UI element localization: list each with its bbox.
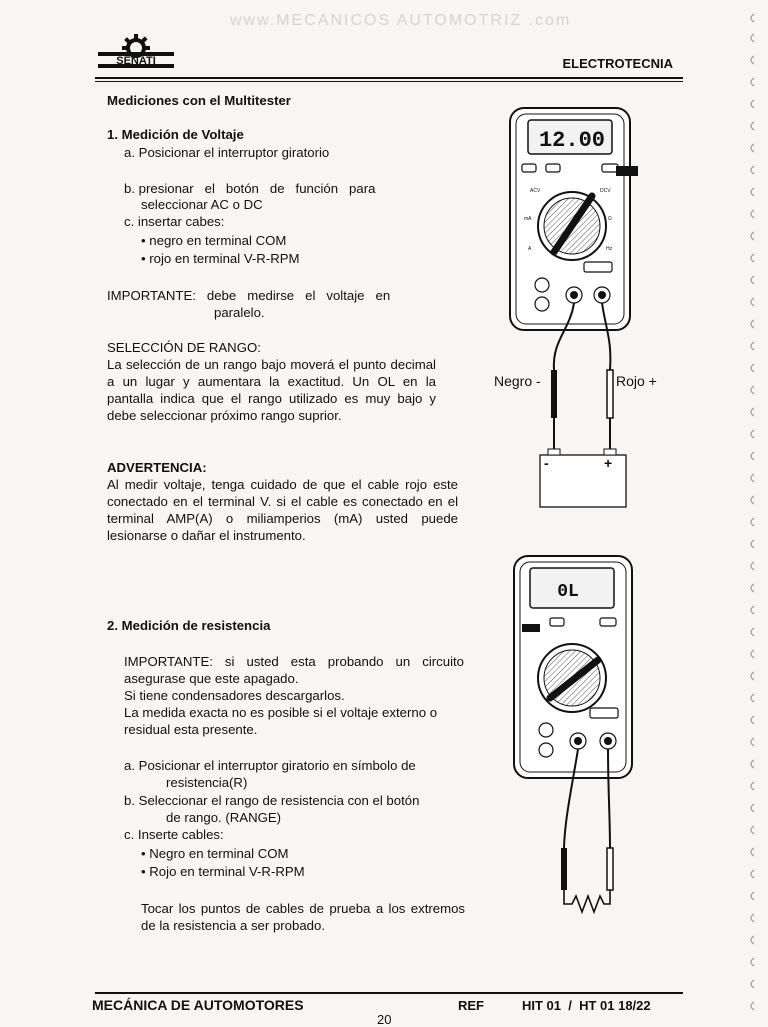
resistance-step-b-line2: de rango. (RANGE) xyxy=(166,810,282,825)
voltage-step-b-line1: b. presionar el botón de función para xyxy=(124,181,376,196)
footer-rule xyxy=(95,992,683,994)
resistance-bullet-negro: • Negro en terminal COM xyxy=(141,846,289,861)
pointer-arrow xyxy=(616,166,638,176)
footer-code: HIT 01 / HT 01 18/22 xyxy=(522,998,651,1013)
resistance-step-a-line2: resistencia(R) xyxy=(166,775,248,790)
voltage-bullet-rojo: • rojo en terminal V-R-RPM xyxy=(141,251,300,266)
resistance-heading: 2. Medición de resistencia xyxy=(107,618,271,633)
range-heading: SELECCIÓN DE RANGO: xyxy=(107,340,261,355)
resistance-touch-text: Tocar los puntos de cables de prueba a los extremos de la resistencia a ser probado. xyxy=(141,901,465,933)
voltage-step-a: a. Posicionar el interruptor giratorio xyxy=(124,145,330,160)
senati-logo xyxy=(96,34,176,74)
resistance-note: La medida exacta no es posible si el voltaje externo o residual esta presente. xyxy=(124,705,438,737)
resistance-important: IMPORTANTE: si usted esta probando un circuito asegurase que este apagado. xyxy=(124,654,464,686)
page-number: 20 xyxy=(377,1012,392,1027)
battery xyxy=(540,455,626,507)
pointer-arrow xyxy=(522,624,540,632)
svg-text:DCV: DCV xyxy=(600,188,611,194)
section-title: ELECTROTECNIA xyxy=(562,56,673,71)
svg-text:A: A xyxy=(528,246,532,252)
probe-black xyxy=(561,848,567,890)
voltage-important-line2: paralelo. xyxy=(214,305,265,320)
svg-text:Ω: Ω xyxy=(608,216,612,222)
lead-negative-label: Negro - xyxy=(494,373,541,389)
footer-ref: REF xyxy=(458,998,484,1013)
lead-positive-label: Rojo + xyxy=(616,373,657,389)
display-reading: 12.00 xyxy=(538,128,606,153)
svg-text:SENATI: SENATI xyxy=(116,55,156,67)
resistance-step-c: c. Inserte cables: xyxy=(124,827,224,842)
svg-text:mA: mA xyxy=(524,216,532,222)
svg-text:ACV: ACV xyxy=(530,188,541,194)
probe-red xyxy=(607,848,613,890)
voltage-heading: 1. Medición de Voltaje xyxy=(107,127,244,142)
voltage-important-line1: IMPORTANTE: debe medirse el voltaje en xyxy=(107,288,391,303)
multimeter-voltage-diagram xyxy=(480,100,680,520)
resistance-capacitors: Si tiene condensadores descargarlos. xyxy=(124,688,345,703)
resistance-step-b-line1: b. Seleccionar el rango de resistencia con el botón xyxy=(124,793,420,808)
header-rule-thin xyxy=(95,81,683,82)
watermark-text: www.MECANICOS AUTOMOTRIZ .com xyxy=(230,12,572,29)
probe-red xyxy=(607,370,613,418)
voltage-bullet-negro: • negro en terminal COM xyxy=(141,233,287,248)
page-title: Mediciones con el Multitester xyxy=(107,93,291,108)
svg-text:Hz: Hz xyxy=(606,246,613,252)
footer-course: MECÁNICA DE AUTOMOTORES xyxy=(92,997,304,1013)
warning-text: Al medir voltaje, tenga cuidado de que el cable rojo este conectado en el terminal V. si el cable es conectado en el terminal AMP(A) o miliamperios (mA) usted puede lesionarse o dañar el instrumento. xyxy=(107,477,458,543)
resistance-bullet-rojo: • Rojo en terminal V-R-RPM xyxy=(141,864,305,879)
display-reading: 0L xyxy=(557,582,579,602)
resistor-symbol xyxy=(564,890,610,912)
battery-minus: - xyxy=(544,455,549,471)
multimeter-resistance-diagram xyxy=(480,548,680,938)
warning-heading: ADVERTENCIA: xyxy=(107,460,207,475)
binder-rings xyxy=(738,0,768,1024)
voltage-step-c: c. insertar cabes: xyxy=(124,214,225,229)
voltage-step-b-line2: seleccionar AC o DC xyxy=(141,197,263,212)
probe-black xyxy=(551,370,557,418)
range-text: La selección de un rango bajo moverá el punto decimal a un lugar y aumentara la exactitud. Un OL en la pantalla indica que el rango utilizado es muy bajo y debe seleccionar próximo rango suprior. xyxy=(107,357,436,423)
resistance-step-a-line1: a. Posicionar el interruptor giratorio en símbolo de xyxy=(124,758,416,773)
battery-plus: + xyxy=(604,455,613,471)
header-rule xyxy=(95,77,683,79)
